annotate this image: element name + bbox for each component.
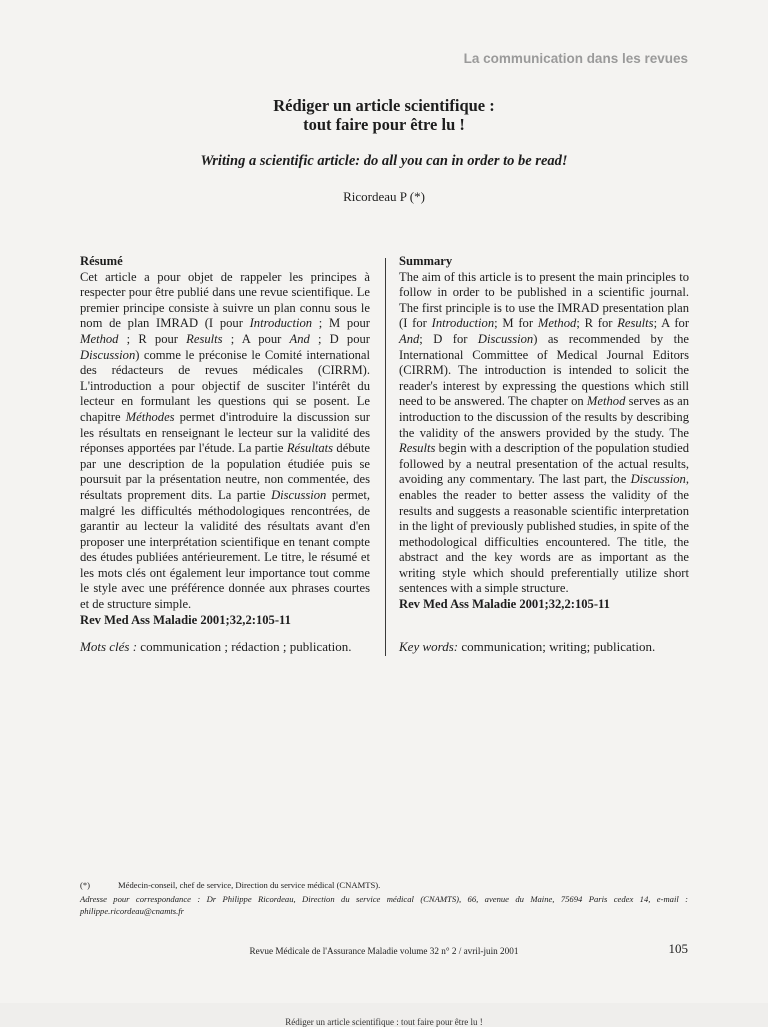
footnote-affiliation: (*) Médecin-conseil, chef de service, Direction du service médical (CNAMTS). bbox=[80, 880, 381, 890]
page-number: 105 bbox=[668, 941, 688, 956]
resume-heading: Résumé bbox=[80, 254, 123, 268]
english-keywords: Key words: communication; writing; publication. bbox=[399, 639, 656, 654]
column-divider bbox=[385, 258, 386, 656]
bottom-caption: Rédiger un article scientifique : tout faire pour être lu ! bbox=[285, 1017, 483, 1027]
keywords-label: Mots clés : bbox=[80, 639, 138, 654]
footnote-address: Adresse pour correspondance : Dr Philippe Ricordeau, Direction du service médical (CNAMTS), 66, avenue du Maine, 75694 Paris cedex 14, e-mail : philippe.ricordeau@cnamts.fr bbox=[80, 894, 688, 916]
summary-text: The aim of this article is to present the main principles to follow in order to be published in a scientific journal. The first principle is to use the IMRAD presentation plan (I for Introduction; M for Method; R for Results; A for And; D for Discussion) as recommended by the International Committee of Medical Journal Editors (CIRRM). The introduction is intended to solicit the reader's interest by expressing the questions which still need to be answered. The chapter on Method serves as an introduction to the discussion of the results by describing the validity of the answers provided by the study. The Results begin with a description of the population studied followed by a neutral presentation of the actual results, avoiding any commentary. The last part, the Discussion, enables the reader to better assess the validity of the results and suggests a reasonable scientific interpretation in the light of previously published studies, in spite of the methodological difficulties encountered. The title, the abstract and the key words are as important as the writing style which should preferentially utilize short sentences with a simple structure. bbox=[399, 269, 690, 596]
title-line-1: Rédiger un article scientifique : bbox=[273, 96, 495, 115]
article-title bbox=[0, 96, 768, 134]
summary-reference: Rev Med Ass Maladie 2001;32,2:105-11 bbox=[399, 597, 610, 612]
footnote-mark: (*) bbox=[80, 880, 91, 890]
keywords-label: Key words: bbox=[399, 639, 459, 654]
french-keywords: Mots clés : communication ; rédaction ; publication. bbox=[80, 639, 352, 654]
resume-reference: Rev Med Ass Maladie 2001;32,2:105-11 bbox=[80, 612, 291, 627]
author: Ricordeau P (*) bbox=[343, 189, 425, 204]
running-head: La communication dans les revues bbox=[463, 51, 688, 66]
journal-footer: Revue Médicale de l'Assurance Maladie volume 32 n° 2 / avril-juin 2001 bbox=[249, 946, 519, 956]
summary-heading: Summary bbox=[399, 254, 453, 268]
resume-text: Cet article a pour objet de rappeler les principes à respecter pour être publié dans une revue scientifique. Le premier principe consiste à suivre un plan connu sous le nom de plan IMRAD (I pour Introduction ; M pour Method ; R pour Results ; A pour And ; D pour Discussion) comme le préconise le Comité international des rédacteurs de revues médicales (CIRRM). L'introduction a pour objectif de susciter l'intérêt du lecteur en formulant les questions qui se posent. Le chapitre Méthodes permet d'introduire la discussion sur les résultats en renseignant le lecteur sur la validité des réponses apportées par l'étude. La partie Résultats débute par une description de la population étudiée puis se poursuit par la présentation neutre, non commentée, des résultats proprement dits. La partie Discussion permet, malgré les difficultés méthodologiques rencontrées, de garantir au lecteur la validité des résultats avant d'en proposer une interprétation scientifique en tenant compte des études publiées antérieurement. Le titre, le résumé et les mots clés ont également leur importance tout comme le style avec une préférence donnée aux phrases courtes et de structure simple. bbox=[80, 269, 371, 612]
english-title: Writing a scientific article: do all you can in order to be read! bbox=[200, 153, 568, 169]
summary-column bbox=[399, 254, 689, 613]
title-line-2: tout faire pour être lu ! bbox=[303, 115, 465, 134]
resume-column bbox=[80, 254, 370, 628]
